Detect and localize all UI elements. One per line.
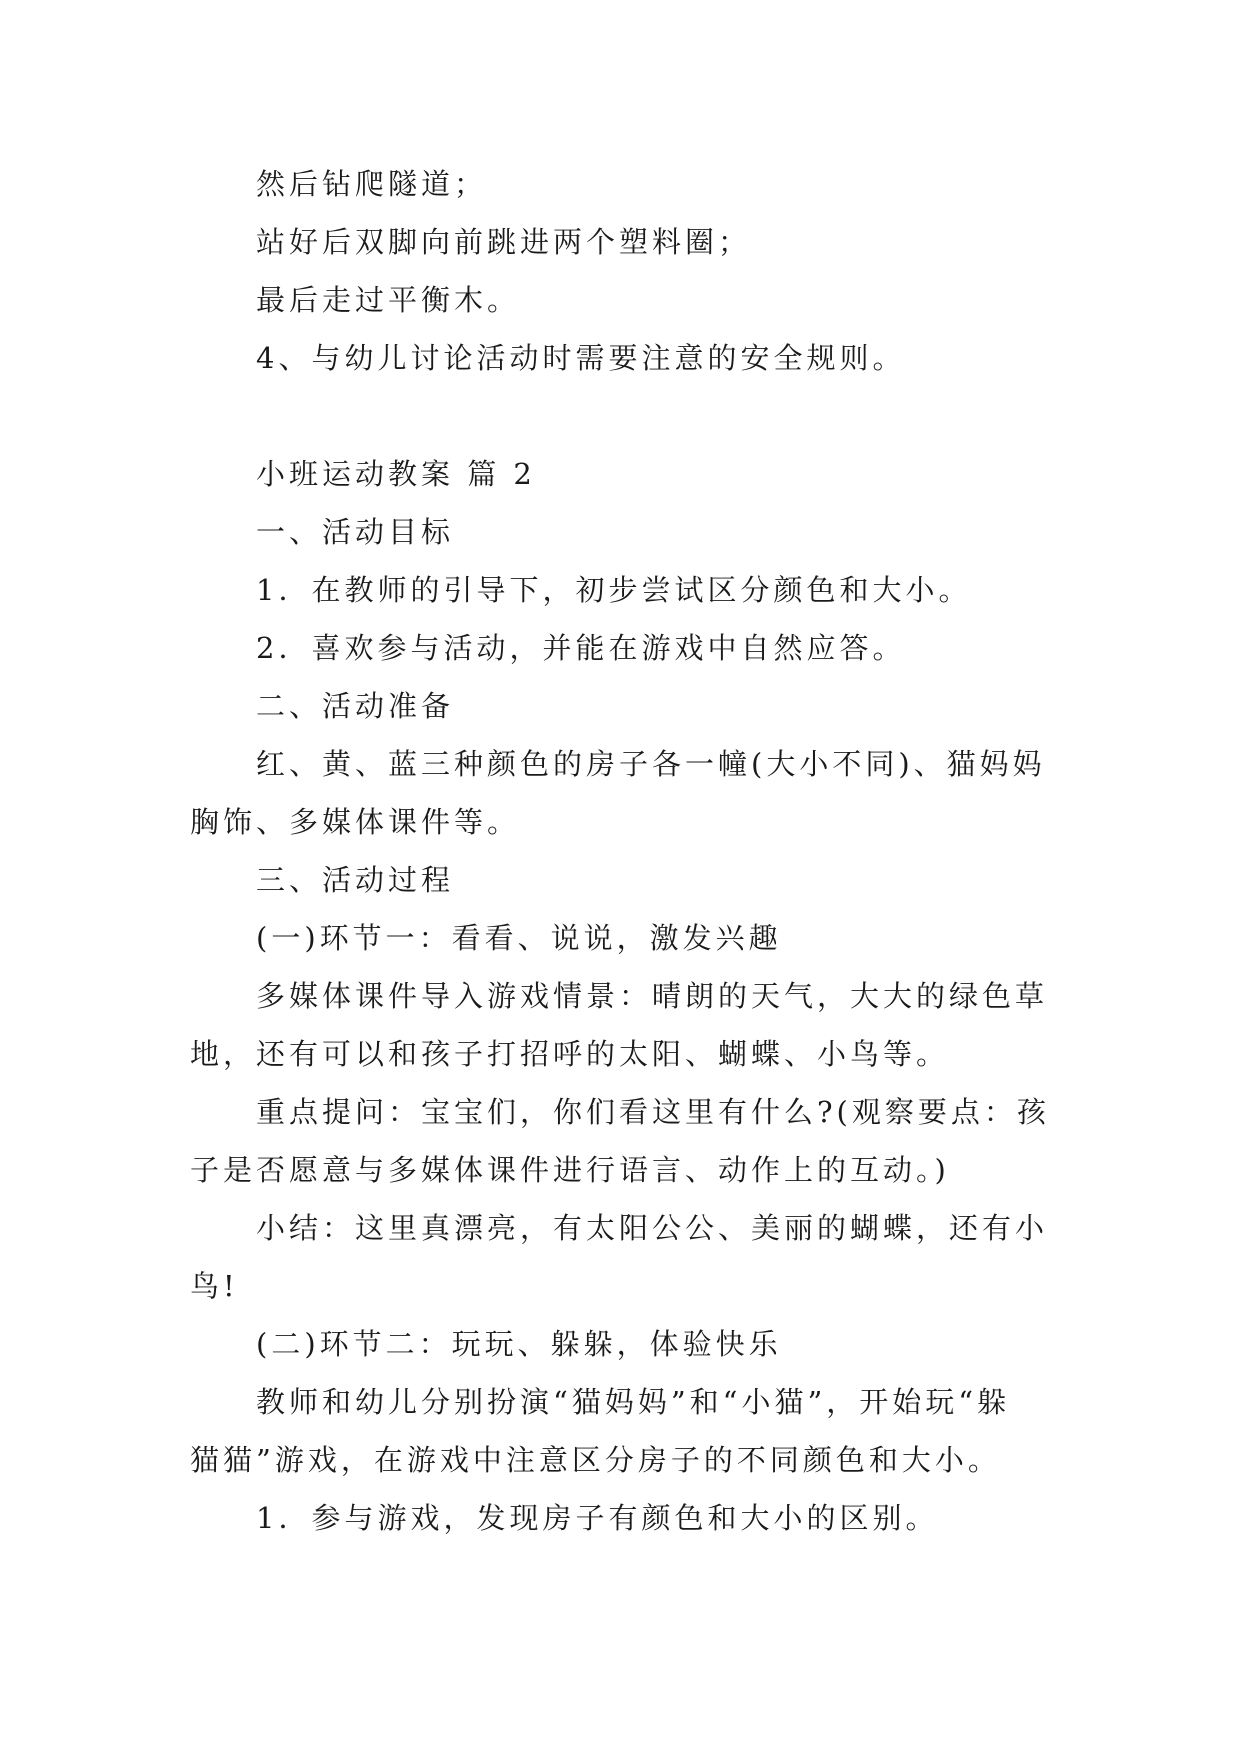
section-title: 小班运动教案 篇 2 xyxy=(256,457,536,491)
text-line: 地，还有可以和孩子打招呼的太阳、蝴蝶、小鸟等。 xyxy=(190,1037,950,1071)
subheading: (一)环节一：看看、说说，激发兴趣 xyxy=(256,921,782,955)
text-line: 胸饰、多媒体课件等。 xyxy=(190,805,521,839)
text-line: 多媒体课件导入游戏情景：晴朗的天气，大大的绿色草 xyxy=(256,979,1049,1013)
text-line: 小结：这里真漂亮，有太阳公公、美丽的蝴蝶，还有小 xyxy=(256,1211,1049,1245)
heading: 二、活动准备 xyxy=(256,689,455,723)
text-line: 1．在教师的引导下，初步尝试区分颜色和大小。 xyxy=(256,573,972,607)
text-line: 4、与幼儿讨论活动时需要注意的安全规则。 xyxy=(256,341,906,375)
text-line: 教师和幼儿分别扮演“猫妈妈”和“小猫”，开始玩“躲 xyxy=(256,1385,1011,1419)
text-line: 鸟! xyxy=(190,1269,239,1303)
text-line: 然后钻爬隧道； xyxy=(256,167,488,201)
text-line: 重点提问：宝宝们，你们看这里有什么?(观察要点：孩 xyxy=(256,1095,1050,1129)
text-line: 子是否愿意与多媒体课件进行语言、动作上的互动。) xyxy=(190,1153,950,1187)
heading: 三、活动过程 xyxy=(256,863,455,897)
subheading: (二)环节二：玩玩、躲躲，体验快乐 xyxy=(256,1327,782,1361)
text-line: 最后走过平衡木。 xyxy=(256,283,521,317)
text-line: 红、黄、蓝三种颜色的房子各一幢(大小不同)、猫妈妈 xyxy=(256,747,1046,781)
text-line: 2．喜欢参与活动，并能在游戏中自然应答。 xyxy=(256,631,906,665)
text-line: 猫猫”游戏，在游戏中注意区分房子的不同颜色和大小。 xyxy=(190,1443,1001,1477)
text-line: 1．参与游戏，发现房子有颜色和大小的区别。 xyxy=(256,1501,939,1535)
text-line: 站好后双脚向前跳进两个塑料圈； xyxy=(256,225,752,259)
heading: 一、活动目标 xyxy=(256,515,455,549)
